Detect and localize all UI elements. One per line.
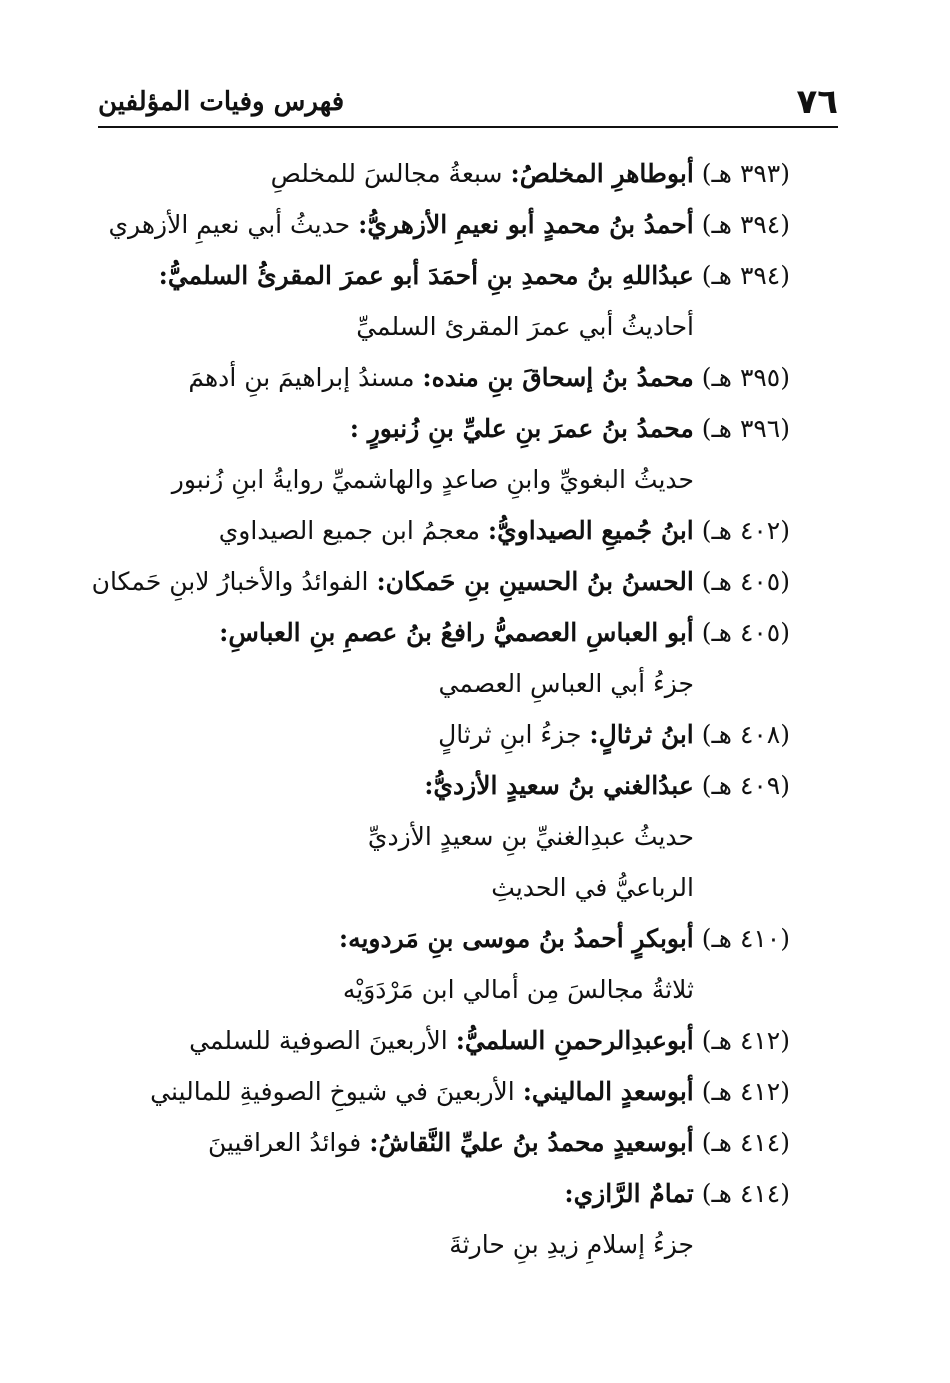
entry-work: فوائدُ العراقيينَ [207, 1128, 362, 1157]
page-number: ٧٦ [796, 82, 838, 122]
entry-item [150, 1015, 790, 1066]
entry-line [150, 709, 790, 760]
entry-item [108, 199, 790, 250]
entry-author: أحمدُ بنُ محمدٍ أبو نعيمِ الأزهريُّ [367, 210, 694, 239]
entry-year: (٤٠٥ هـ) [701, 567, 790, 596]
entry-work: الفوائدُ والأخبارُ لابنِ حَمكان [91, 567, 369, 596]
entry-item [150, 760, 790, 913]
entry-author: أبوطاهرِ المخلصُ [519, 159, 694, 188]
entry-separator: : [369, 1128, 379, 1157]
entry-subwork: حديثُ البغويِّ وابنِ صاعدٍ والهاشميِّ روايةُ ابنِ زُنبور [171, 465, 694, 494]
entry-author: أبو العباسِ العصميُّ رافعُ بنُ عصمِ بنِ العباسِ [228, 618, 694, 647]
entry-line [150, 505, 790, 556]
entry-author: أبوبكرٍ أحمدُ بنُ موسى بنِ مَردويه [348, 924, 694, 953]
entry-year: (٤١٠ هـ) [701, 924, 790, 953]
entry-item [150, 352, 790, 403]
entry-line [150, 1117, 790, 1168]
entry-work: معجمُ ابن جميع الصيداوي [218, 516, 480, 545]
entry-separator: : [376, 567, 386, 596]
entry-item [150, 403, 790, 505]
entry-work: مسندُ إبراهيمَ بنِ أدهمَ [188, 363, 415, 392]
entry-separator: : [564, 1179, 574, 1208]
entry-separator: : [349, 414, 368, 443]
entry-work: الأربعينَ في شيوخِ الصوفيةِ للماليني [150, 1077, 515, 1106]
entry-separator: : [338, 924, 349, 953]
entry-line [150, 1066, 790, 1117]
entry-line [150, 607, 790, 658]
entry-line [150, 1168, 790, 1219]
entry-line [150, 913, 790, 964]
entry-separator: : [424, 771, 434, 800]
entry-work: الأربعينَ الصوفية للسلمي [189, 1026, 448, 1055]
entry-year: (٣٩٤ هـ) [701, 210, 790, 239]
entry-subwork: جزءُ إسلامِ زيدِ بنِ حارثةَ [449, 1230, 694, 1259]
entry-year: (٤١٢ هـ) [701, 1026, 790, 1055]
entry-year: (٣٩٤ هـ) [701, 261, 790, 290]
entry-year: (٤٠٢ هـ) [701, 516, 790, 545]
entry-line [150, 760, 790, 811]
entry-subwork: ثلاثةُ مجالسَ مِن أمالي ابن مَرْدَوَيْه [342, 975, 694, 1004]
entry-year: (٣٩٦ هـ) [701, 414, 790, 443]
entry-work: جزءُ ابنِ ثرثالٍ [438, 720, 582, 749]
header-rule [98, 126, 838, 128]
entry-separator: : [589, 720, 599, 749]
entry-year: (٤١٤ هـ) [701, 1179, 790, 1208]
entry-author: أبوسعيدٍ محمدُ بنُ عليِّ النَّقاشُ [378, 1128, 694, 1157]
entry-year: (٤١٤ هـ) [701, 1128, 790, 1157]
entry-author: الحسنُ بنُ الحسينِ بنِ حَمكان [385, 567, 694, 596]
entry-author: عبدُاللهِ بنُ محمدِ بنِ أحمَدَ أبو عمرَ المقرئُ السلميُّ [167, 261, 694, 290]
entry-year: (٤٠٥ هـ) [701, 618, 790, 647]
entries-list [91, 148, 790, 1270]
entry-author: عبدُالغني بنُ سعيدٍ الأزديُّ [433, 771, 694, 800]
entry-item [150, 607, 790, 709]
entry-year: (٣٩٣ هـ) [701, 159, 790, 188]
entry-subwork: جزءُ أبي العباسِ العصمي [438, 669, 694, 698]
entry-line [150, 403, 790, 454]
entry-line [150, 1015, 790, 1066]
entry-year: (٤٠٩ هـ) [701, 771, 790, 800]
entry-separator: : [358, 210, 368, 239]
entry-separator: : [487, 516, 498, 545]
entry-line [108, 199, 790, 250]
entry-author: تمامٌ الرَّازي [573, 1179, 694, 1208]
entry-year: (٤٠٨ هـ) [701, 720, 790, 749]
entry-separator: : [158, 261, 168, 290]
entry-work: حديثُ أبي نعيمِ الأزهري [108, 210, 351, 239]
entry-line [150, 250, 790, 301]
entry-item [150, 913, 790, 1015]
entry-work: سبعةُ مجالسَ للمخلصِ [270, 159, 503, 188]
entry-author: محمدُ بنُ عمرَ بنِ عليِّ بنِ زُنبورٍ [367, 414, 694, 443]
entry-line [91, 556, 790, 607]
entry-author: أبوسعدٍ الماليني [531, 1077, 694, 1106]
entry-separator: : [522, 1077, 532, 1106]
entry-separator: : [455, 1026, 465, 1055]
entry-subwork: الرباعيُّ في الحديثِ [491, 873, 694, 902]
entry-item [150, 1168, 790, 1270]
page-header [98, 82, 838, 122]
entry-item [150, 505, 790, 556]
entry-year: (٣٩٥ هـ) [701, 363, 790, 392]
entry-author: أبوعبدِالرحمنِ السلميُّ [464, 1026, 694, 1055]
entry-author: ابنُ جُميعِ الصيداويُّ [497, 516, 694, 545]
entry-subwork: أحاديثُ أبي عمرَ المقرئ السلميِّ [356, 312, 694, 341]
entry-line [150, 352, 790, 403]
entry-subwork: حديثُ عبدِالغنيِّ بنِ سعيدٍ الأزديِّ [367, 822, 694, 851]
entry-item [150, 1066, 790, 1117]
entry-author: ابنُ ثرثالٍ [598, 720, 694, 749]
entry-item [91, 556, 790, 607]
entry-item [150, 1117, 790, 1168]
entry-author: محمدُ بنُ إسحاقَ بنِ منده [431, 363, 694, 392]
entry-separator: : [510, 159, 520, 188]
entry-line [150, 148, 790, 199]
entry-item [150, 148, 790, 199]
running-title: فهرس وفيات المؤلفين [98, 87, 345, 117]
entry-separator: : [422, 363, 432, 392]
entry-year: (٤١٢ هـ) [701, 1077, 790, 1106]
entry-separator: : [219, 618, 229, 647]
entry-item [150, 709, 790, 760]
entry-item [150, 250, 790, 352]
